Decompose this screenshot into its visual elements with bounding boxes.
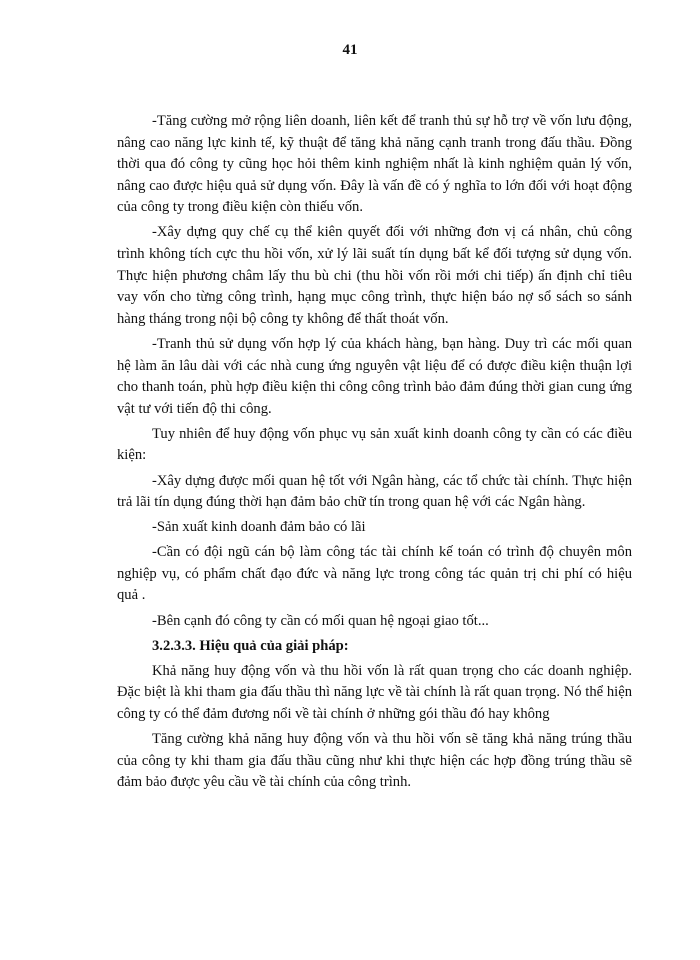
paragraph-conditions-intro: Tuy nhiên để huy động vốn phục vụ sản xuất kinh doanh công ty cần có các điều kiện: [117,425,632,464]
paragraph-importance: Khả năng huy động vốn và thu hồi vốn là rất quan trọng cho các doanh nghiệp. Đặc biệt là khi tham gia đấu thầu thì năng lực về tài chính là rất quan trọng. Nó thể hiện công ty có thể đảm đương nổi về tài chính ở những gói thầu đó hay không [117,662,632,722]
page-number: 41 [342,42,358,58]
paragraph-joint-venture: -Tăng cường mở rộng liên doanh, liên kết để tranh thủ sự hỗ trợ về vốn lưu động, nâng cao năng lực kinh tế, kỹ thuật để tăng khả năng cạnh tranh trong đấu thầu. Đồng thời qua đó công ty cũng học hỏi thêm kinh nghiệm nhất là kinh nghiệm quản lý vốn, nâng cao được hiệu quả sử dụng vốn. Đây là vấn đề có ý nghĩa to lớn đối với hoạt động của công ty trong điều kiện còn thiếu vốn. [117,113,632,216]
section-heading: 3.2.3.3. Hiệu quả của giải pháp: [152,637,349,654]
paragraph-customer-capital: -Tranh thủ sử dụng vốn hợp lý của khách hàng, bạn hàng. Duy trì các mối quan hệ làm ăn lâu dài với các nhà cung ứng nguyên vật liệu để có được điều kiện thuận lợi cho thanh toán, phù hợp điều kiện thi công công trình bảo đảm đúng thời gian cung ứng vật tư với tiến độ thi công. [117,335,632,417]
paragraph-recovery-rules: -Xây dựng quy chế cụ thể kiên quyết đối với những đơn vị cá nhân, chủ công trình không tích cực thu hồi vốn, xử lý lãi suất tín dụng bất kể đối tượng sử dụng vốn. Thực hiện phương châm lấy thu bù chi (thu hồi vốn rồi mới chi tiếp) ấn định chỉ tiêu vay vốn cho từng công trình, hạng mục công trình, thực hiện báo nợ sổ sách so sánh hàng tháng trong nội bộ công ty không để thất thoát vốn. [117,224,632,327]
paragraph-external-relations: -Bên cạnh đó công ty cần có mối quan hệ ngoại giao tốt... [152,612,489,629]
body-text [117,111,632,797]
paragraph-finance-staff: -Cần có đội ngũ cán bộ làm công tác tài chính kế toán có trình độ chuyên môn nghiệp vụ, có phẩm chất đạo đức và năng lực trong công tác quản trị chi phí có hiệu quả . [117,544,632,604]
paragraph-benefit: Tăng cường khả năng huy động vốn và thu hồi vốn sẽ tăng khả năng trúng thầu của công ty khi tham gia đấu thầu cũng như khi thực hiện các hợp đồng trúng thầu sẽ đảm bảo được yêu cầu về tài chính của công trình. [117,731,632,791]
paragraph-profitable-business: -Sản xuất kinh doanh đảm bảo có lãi [152,519,366,536]
paragraph-bank-relations: -Xây dựng được mối quan hệ tốt với Ngân hàng, các tổ chức tài chính. Thực hiện trả lãi tín dụng đúng thời hạn đảm bảo chữ tín trong quan hệ với các Ngân hàng. [117,472,632,511]
